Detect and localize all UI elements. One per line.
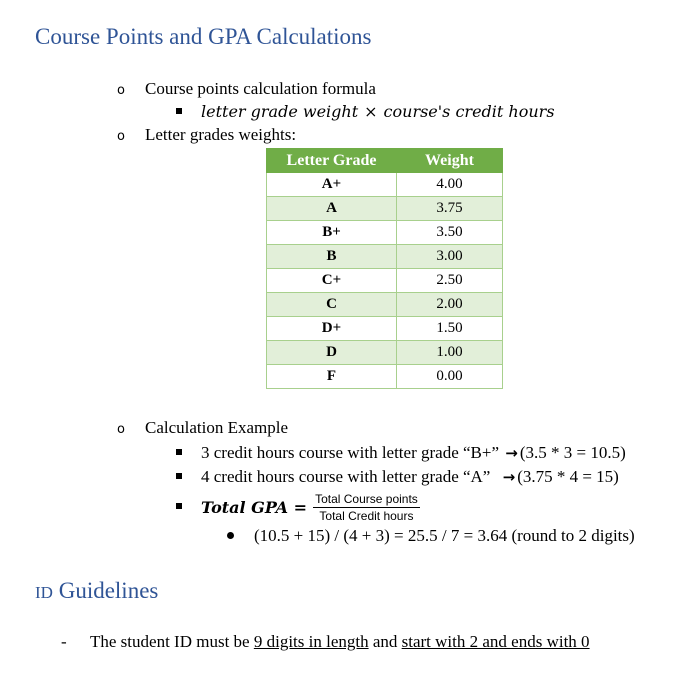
square-bullet-icon <box>176 449 182 455</box>
example-2 <box>176 467 619 487</box>
formula-item <box>176 102 555 122</box>
id-guideline-item <box>61 632 590 652</box>
weight-cell: 1.50 <box>397 317 503 341</box>
grade-cell: B+ <box>267 221 397 245</box>
guideline-underline-1: 9 digits in length <box>253 632 369 651</box>
table-header-row <box>267 149 503 173</box>
guideline-text-2: and <box>368 632 402 651</box>
grade-cell: C <box>267 293 397 317</box>
table-row <box>267 197 503 221</box>
arrow-right-icon: → <box>502 468 516 486</box>
table-row <box>267 293 503 317</box>
times-sign: × <box>364 102 378 121</box>
table-row <box>267 365 503 389</box>
gpa-numerator: Total Course points <box>315 492 418 506</box>
example-1-calc: (3.5 * 3 = 10.5) <box>519 443 626 462</box>
grade-cell: D+ <box>267 317 397 341</box>
grade-cell: A <box>267 197 397 221</box>
id-guidelines-title-rest: Guidelines <box>52 578 159 603</box>
gpa-result: (10.5 + 15) / (4 + 3) = 25.5 / 7 = 3.64 (round to 2 digits) <box>254 526 635 545</box>
guideline-text-1: The student ID must be <box>90 632 254 651</box>
weight-cell: 3.50 <box>397 221 503 245</box>
example-heading-item <box>117 418 288 440</box>
circle-bullet-icon: o <box>117 422 125 437</box>
header-letter-grade: Letter Grade <box>267 149 397 173</box>
grade-cell: B <box>267 245 397 269</box>
gpa-denominator: Total Credit hours <box>319 509 414 523</box>
table-row <box>267 317 503 341</box>
formula-heading: Course points calculation formula <box>145 79 376 98</box>
id-guidelines-title-prefix: ID <box>35 583 53 602</box>
grade-cell: F <box>267 365 397 389</box>
grade-cell: C+ <box>267 269 397 293</box>
table-row <box>267 341 503 365</box>
gpa-fraction <box>313 492 420 523</box>
header-weight: Weight <box>397 149 503 173</box>
square-bullet-icon <box>176 108 182 114</box>
example-2-text: 4 credit hours course with letter grade “A” <box>201 467 491 486</box>
weight-cell: 3.75 <box>397 197 503 221</box>
grade-weights-table <box>266 148 503 389</box>
weights-heading: Letter grades weights: <box>145 125 297 144</box>
weight-cell: 2.50 <box>397 269 503 293</box>
table-row <box>267 269 503 293</box>
weight-cell: 0.00 <box>397 365 503 389</box>
table-row <box>267 173 503 197</box>
table-row <box>267 221 503 245</box>
id-guidelines-title <box>35 578 158 604</box>
grade-cell: D <box>267 341 397 365</box>
circle-bullet-icon: o <box>117 129 125 144</box>
example-heading: Calculation Example <box>145 418 289 437</box>
arrow-right-icon: → <box>505 444 518 462</box>
example-2-calc: (3.75 * 4 = 15) <box>517 467 619 486</box>
example-1-text: 3 credit hours course with letter grade “B+” <box>201 443 500 462</box>
formula <box>201 102 555 121</box>
table-row <box>267 245 503 269</box>
weight-cell: 4.00 <box>397 173 503 197</box>
grade-cell: A+ <box>267 173 397 197</box>
formula-left: letter grade weight <box>201 102 359 121</box>
formula-right: course's credit hours <box>383 102 555 121</box>
formula-heading-item <box>117 79 376 101</box>
gpa-formula <box>176 492 420 524</box>
gpa-result-item <box>227 526 635 546</box>
circle-bullet-icon: o <box>117 83 125 98</box>
dash-bullet-icon: - <box>61 632 67 651</box>
dot-bullet-icon <box>227 532 234 539</box>
square-bullet-icon <box>176 503 182 509</box>
weight-cell: 1.00 <box>397 341 503 365</box>
example-1 <box>176 443 626 463</box>
weights-heading-item <box>117 125 296 147</box>
weight-cell: 2.00 <box>397 293 503 317</box>
gpa-lhs: Total GPA = <box>201 498 308 517</box>
square-bullet-icon <box>176 473 182 479</box>
weight-cell: 3.00 <box>397 245 503 269</box>
page-title: Course Points and GPA Calculations <box>35 24 372 49</box>
guideline-underline-2: start with 2 and ends with 0 <box>401 632 590 651</box>
